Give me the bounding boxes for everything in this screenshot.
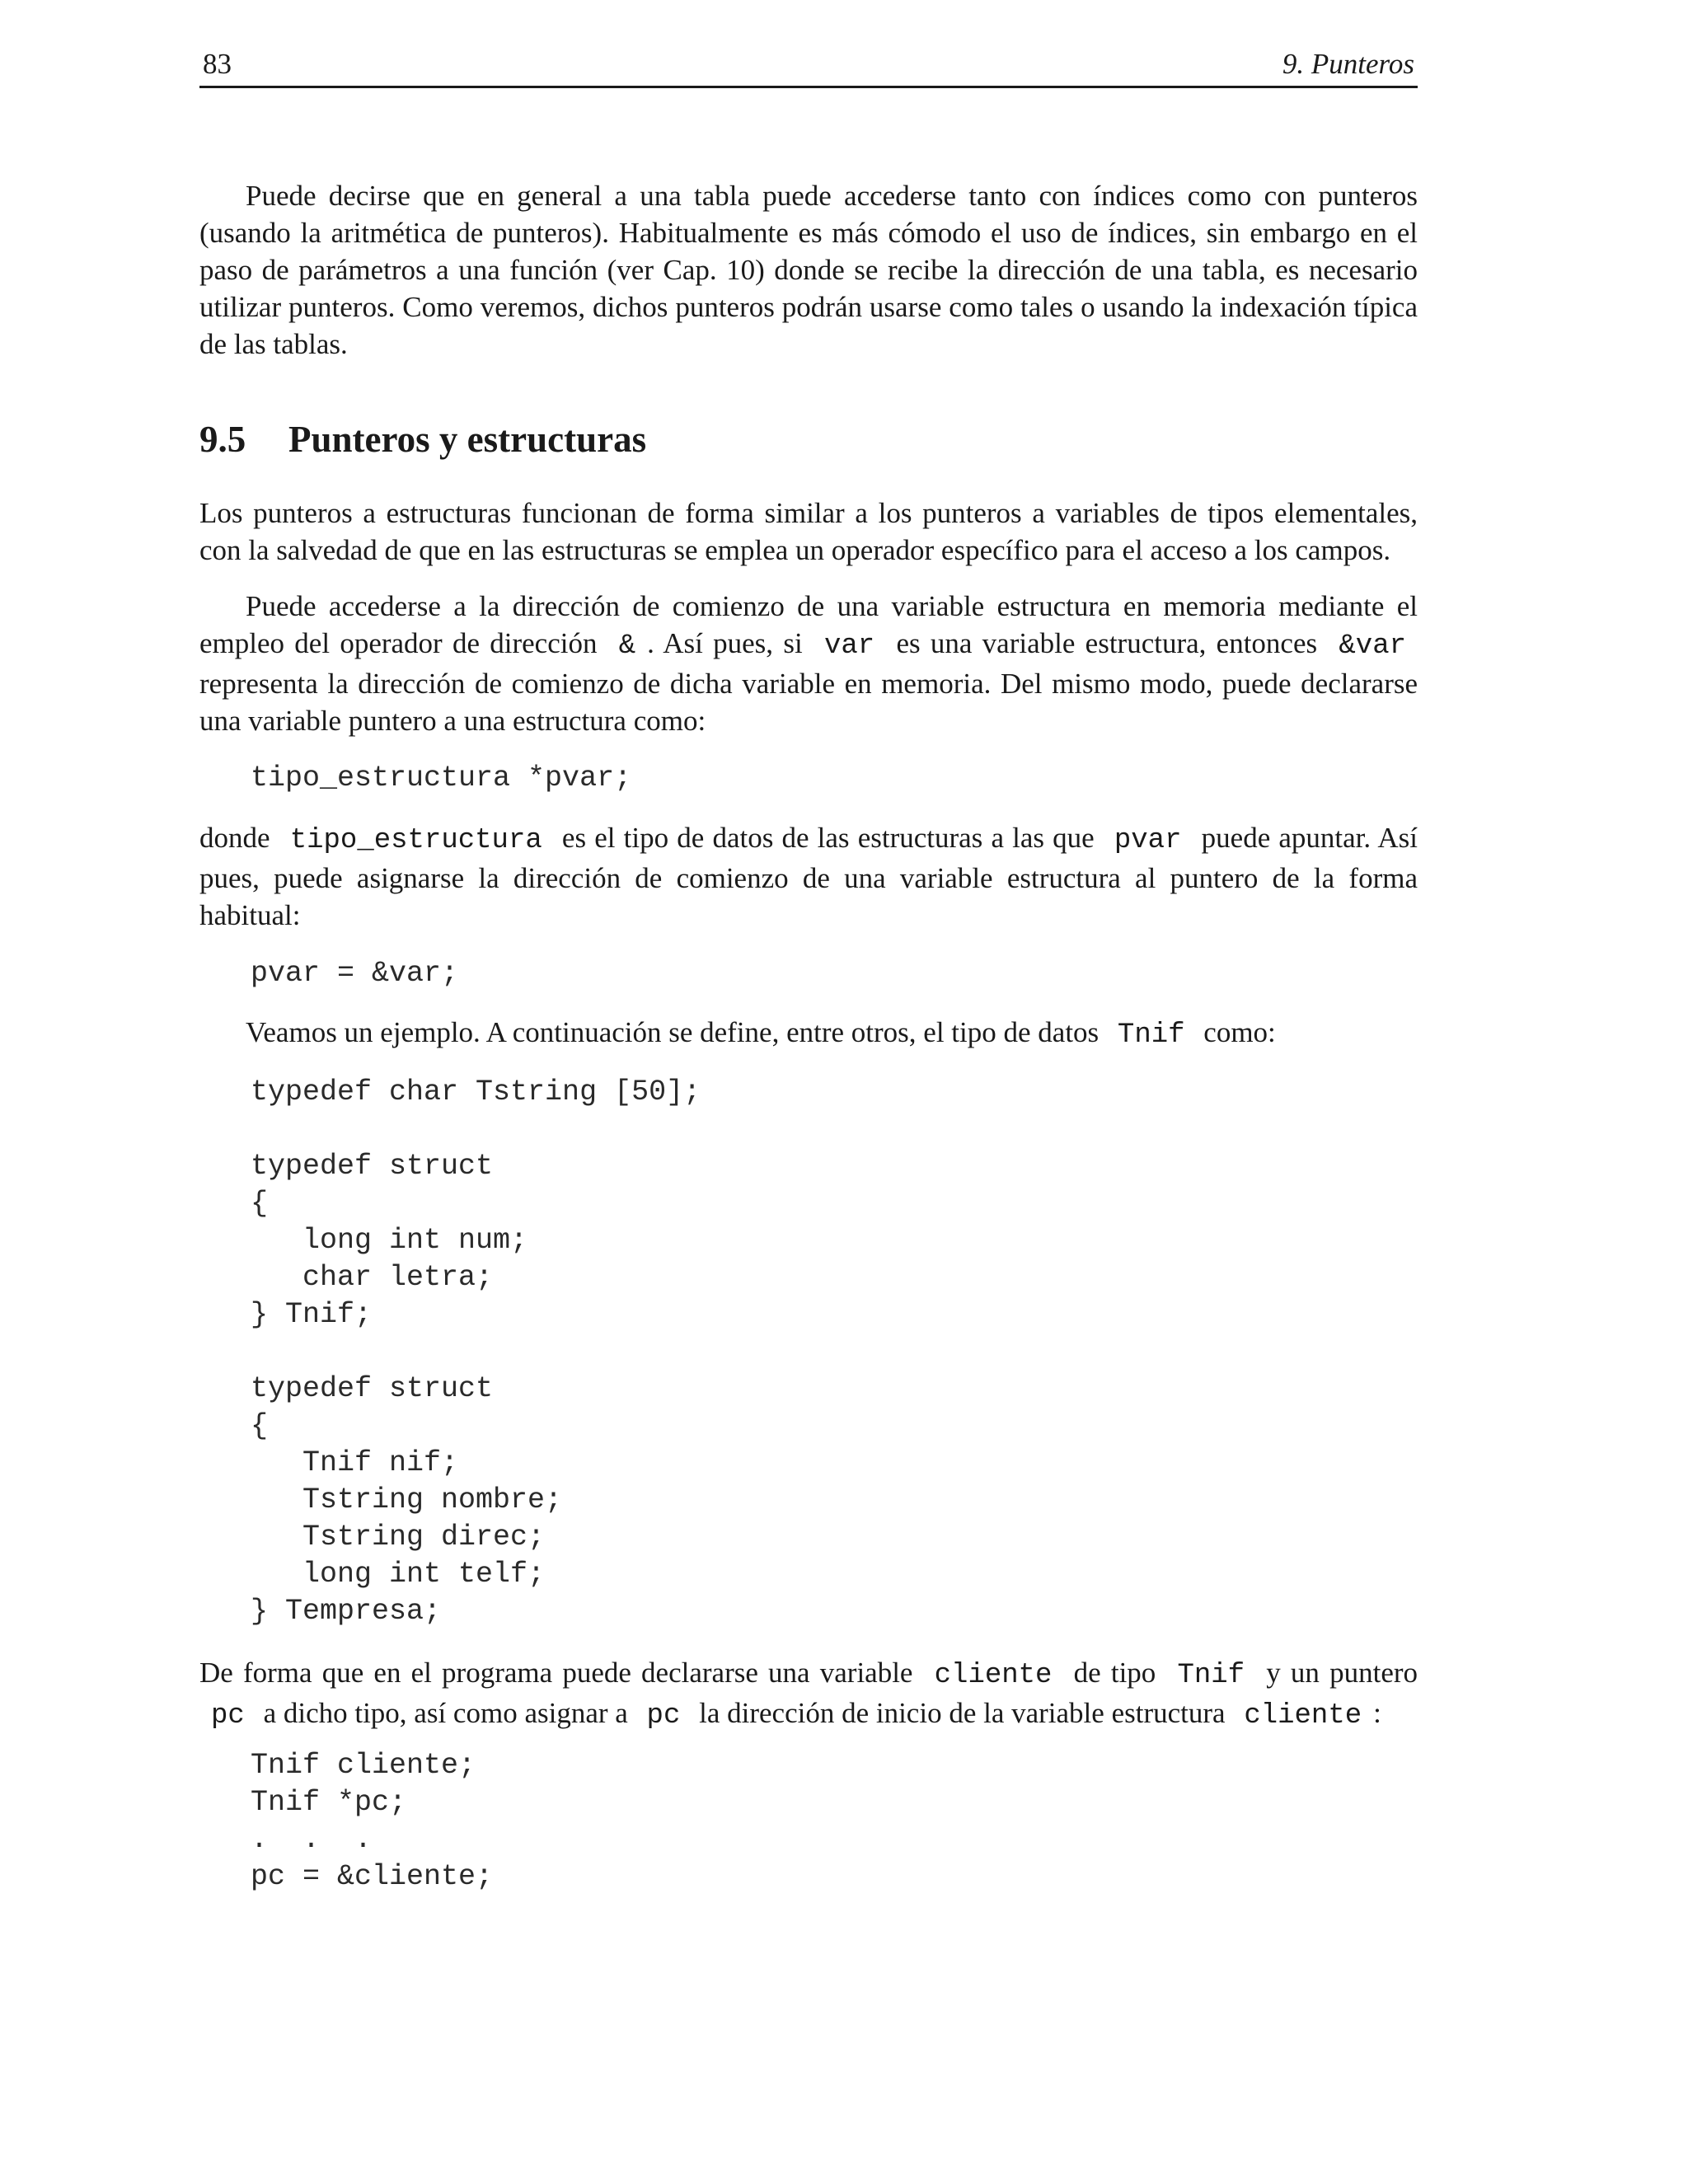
text-run: la dirección de inicio de la variable estructura (699, 1697, 1226, 1729)
text-run: representa la dirección de comienzo de dicha variable en memoria. Del mismo modo, puede declararse una variable puntero a una estructura como: (199, 668, 1418, 737)
paragraph-3 (199, 588, 1418, 739)
text-run: puede apuntar. Así pues, puede asignarse la dirección de comienzo de una variable estructura al puntero de la forma habitual: (199, 822, 1418, 931)
inline-code: cliente (934, 1660, 1053, 1691)
page-header (199, 45, 1418, 88)
paragraph-2-block (199, 494, 1418, 569)
section-number: 9.5 (199, 419, 246, 460)
section-title: Punteros y estructuras (288, 419, 647, 460)
paragraph-5 (199, 1014, 1418, 1054)
text-run: es una variable estructura, entonces (896, 627, 1318, 659)
inline-code: pvar (1114, 825, 1182, 856)
paragraph-6-block (199, 1654, 1418, 1735)
inline-code: pc (211, 1700, 245, 1732)
inline-code: pc (646, 1700, 681, 1732)
text-run: donde (199, 822, 270, 854)
paragraph-6 (199, 1654, 1418, 1735)
inline-code: Tnif (1117, 1019, 1185, 1051)
paragraph-4-block (199, 819, 1418, 934)
page-number: 83 (203, 48, 232, 80)
text-run: De forma que en el programa puede declararse una variable (199, 1657, 913, 1689)
code-listing: tipo_estructura *pvar; (251, 762, 632, 794)
code-block-2 (251, 955, 458, 992)
text-run: Veamos un ejemplo. A continuación se define, entre otros, el tipo de datos (246, 1016, 1100, 1048)
code-block-4 (251, 1747, 493, 1896)
intro-paragraph-block (199, 177, 1418, 363)
code-block-3 (251, 1074, 701, 1630)
text-run: a dicho tipo, así como asignar a (263, 1697, 628, 1729)
paragraph-3-block (199, 588, 1418, 739)
text-run: Puede accederse a la dirección de comienzo de una variable estructura en memoria mediante el empleo del operador de dirección (199, 590, 1418, 659)
text-run: como: (1203, 1016, 1276, 1048)
section-heading-block (199, 416, 1418, 462)
text-run: es el tipo de datos de las estructuras a las que (561, 822, 1095, 854)
paragraph-5-block (199, 1014, 1418, 1054)
text-run: y un puntero (1266, 1657, 1418, 1689)
inline-code: cliente (1244, 1700, 1362, 1732)
inline-code: var (823, 630, 875, 662)
inline-code: &var (1339, 630, 1407, 662)
chapter-title: 9. Punteros (1282, 48, 1414, 80)
inline-code: tipo_estructura (289, 825, 542, 856)
paragraph-4 (199, 819, 1418, 934)
code-listing: Tnif cliente; Tnif *pc; . . . pc = &cliente; (251, 1749, 494, 1893)
section-heading (199, 416, 1418, 462)
inline-code: & (618, 630, 636, 662)
text-run: : (1373, 1697, 1381, 1729)
text-run: de tipo (1073, 1657, 1156, 1689)
paragraph-2: Los punteros a estructuras funcionan de forma similar a los punteros a variables de tipos elementales, con la salvedad de que en las estructuras se emplea un operador específico para el acceso a los campos. (199, 497, 1418, 566)
intro-paragraph: Puede decirse que en general a una tabla puede accederse tanto con índices como con punteros (usando la aritmética de punteros). Habitualmente es más cómodo el uso de índices, sin embargo en el paso de parámetros a una función (ver Cap. 10) donde se recibe la dirección de una tabla, es necesario utilizar punteros. Como veremos, dichos punteros podrán usarse como tales o usando la indexación típica de las tablas. (199, 180, 1418, 360)
text-run: . Así pues, si (647, 627, 803, 659)
code-listing: typedef char Tstring [50]; typedef struct { long int num; char letra; } Tnif; typedef struct { Tnif nif; Tstring nombre; Tstring direc; long int telf; } Tempresa; (251, 1076, 701, 1628)
inline-code: Tnif (1177, 1660, 1245, 1691)
code-block-1 (251, 760, 631, 797)
code-listing: pvar = &var; (251, 957, 459, 990)
